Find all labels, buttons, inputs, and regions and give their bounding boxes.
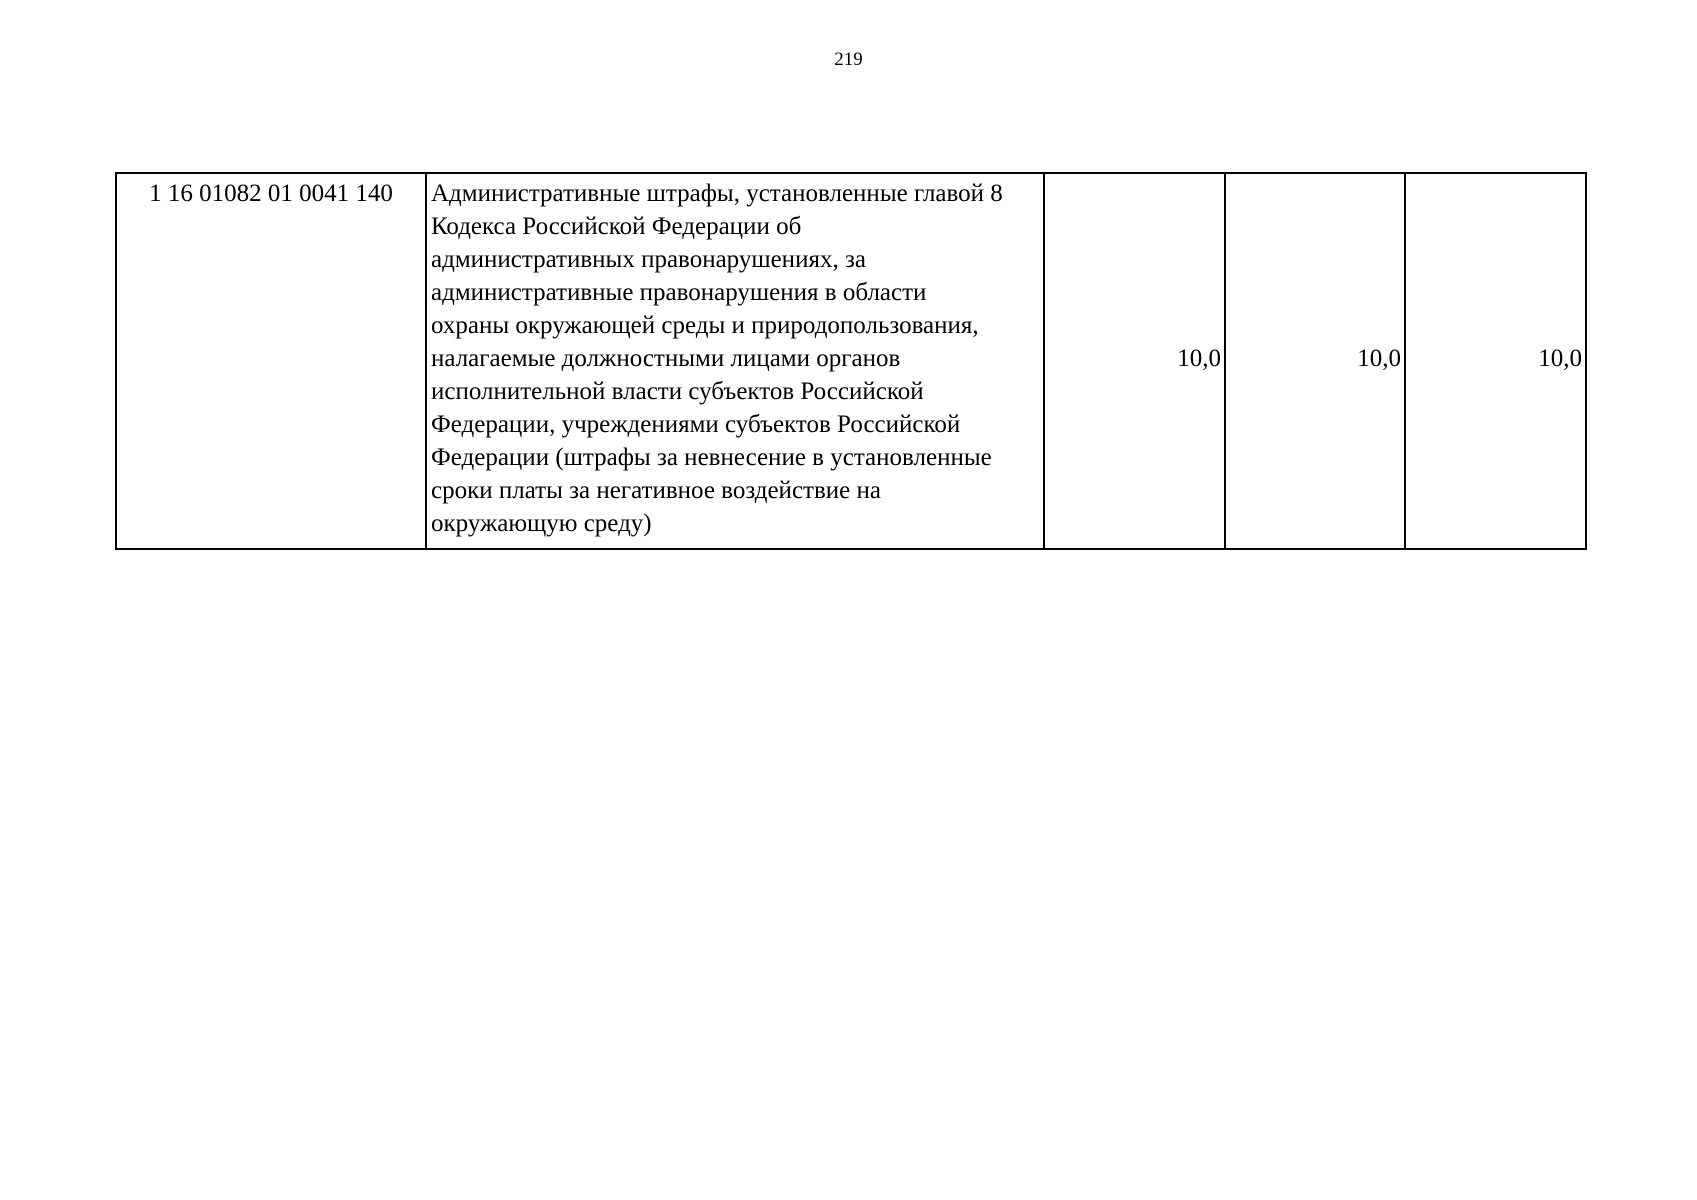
revenue-name-line: окружающую среду): [431, 510, 652, 537]
amount-value: 10,0: [1177, 344, 1221, 372]
revenue-name-line: административных правонарушениях, за: [431, 246, 866, 273]
table-row: [116, 173, 1586, 549]
revenue-name-line: налагаемые должностными лицами органов: [431, 345, 901, 372]
amount-value: 10,0: [1357, 344, 1401, 372]
revenue-name-line: сроки платы за негативное воздействие на: [431, 477, 881, 504]
revenue-name-line: Федерации (штрафы за невнесение в установленные: [431, 444, 992, 471]
amount-value: 10,0: [1538, 344, 1582, 372]
value-cell-year-3: [1405, 173, 1586, 549]
revenue-name-line: исполнительной власти субъектов Российской: [431, 378, 924, 405]
revenue-name-line: Федерации, учреждениями субъектов Российской: [431, 411, 961, 438]
page-number: 219: [834, 49, 863, 70]
value-cell-year-2: [1225, 173, 1405, 549]
revenue-name-cell: [426, 173, 1044, 549]
value-cell-year-1: [1044, 173, 1225, 549]
budget-code: 1 16 01082 01 0041 140: [149, 180, 393, 207]
revenue-name-line: Административные штрафы, установленные главой 8: [431, 180, 1003, 207]
budget-table: [115, 172, 1587, 550]
budget-code-cell: [116, 173, 426, 549]
revenue-name-line: Кодекса Российской Федерации об: [431, 213, 802, 240]
revenue-name-line: охраны окружающей среды и природопользования,: [431, 312, 979, 339]
revenue-name-line: административные правонарушения в области: [431, 279, 927, 306]
